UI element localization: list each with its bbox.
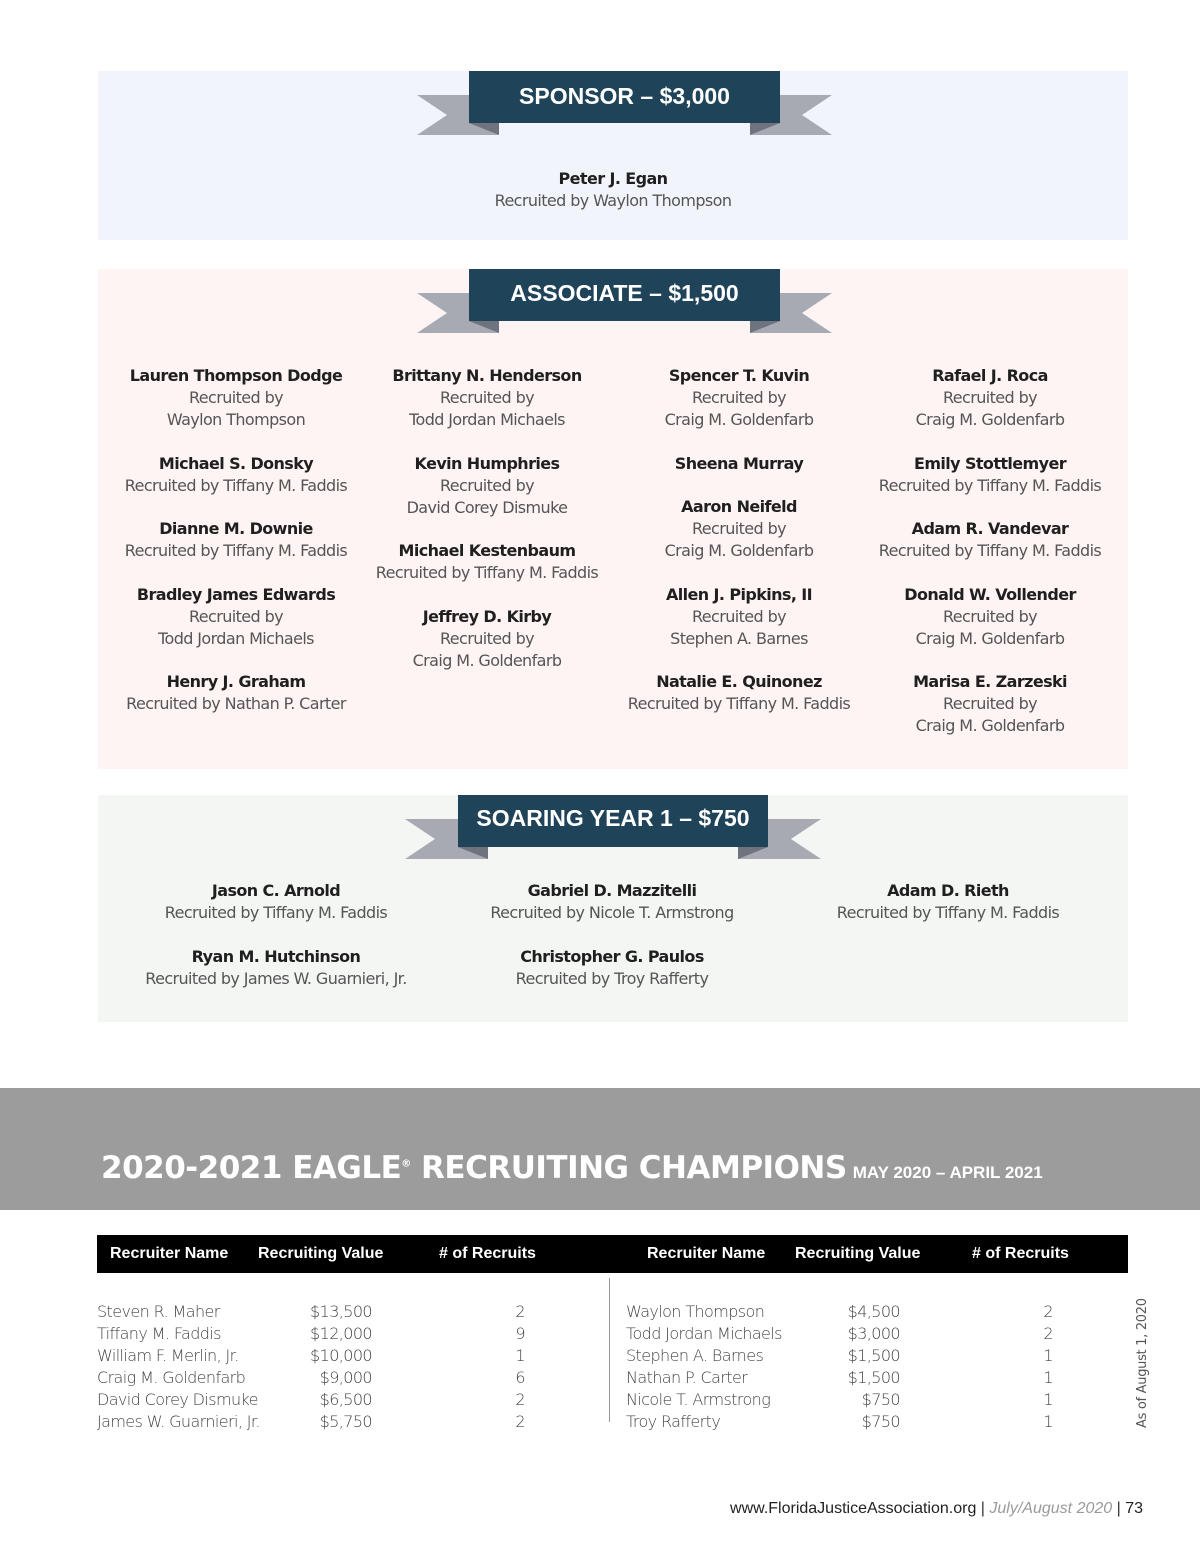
member-name: Aaron Neifeld	[681, 497, 797, 516]
member-recruiter: Recruited by Tiffany M. Faddis	[878, 541, 1102, 560]
member-name: Michael Kestenbaum	[398, 541, 576, 560]
member-recruiter: Todd Jordan Michaels	[409, 410, 565, 429]
row-recruits: 1	[515, 1346, 525, 1365]
member-recruiter: Recruited by	[943, 388, 1037, 407]
member-name: Michael S. Donsky	[158, 454, 314, 473]
member-name: Adam D. Rieth	[887, 881, 1009, 900]
associate-member	[860, 453, 1120, 497]
member-recruiter: Recruited by James W. Guarnieri, Jr.	[145, 969, 407, 988]
member-name: Rafael J. Roca	[932, 366, 1048, 385]
soaring-member	[462, 946, 762, 990]
member-recruiter: Recruited by	[440, 388, 534, 407]
associate-title: ASSOCIATE – $1,500	[510, 280, 739, 306]
registered-mark: ®	[401, 1158, 411, 1170]
member-recruiter: Recruited by	[692, 607, 786, 626]
soaring-banner	[405, 795, 821, 859]
row-name: James W. Guarnieri, Jr.	[97, 1412, 260, 1431]
row-name: Steven R. Maher	[97, 1302, 220, 1321]
member-name: Peter J. Egan	[558, 169, 668, 188]
row-name: Troy Rafferty	[626, 1412, 721, 1431]
member-recruiter: Recruited by	[440, 629, 534, 648]
page-footer	[730, 1500, 1143, 1518]
row-recruits: 2	[515, 1302, 525, 1321]
associate-member	[860, 671, 1120, 737]
member-recruiter: Recruited by Tiffany M. Faddis	[124, 541, 348, 560]
row-recruits: 1	[1043, 1390, 1053, 1409]
row-value: $9,000	[319, 1368, 372, 1387]
soaring-member	[126, 880, 426, 924]
member-name: Ryan M. Hutchinson	[191, 947, 361, 966]
member-recruiter: Craig M. Goldenfarb	[412, 651, 562, 670]
as-of-note: As of August 1, 2020	[1135, 1298, 1150, 1428]
member-recruiter: Recruited by Tiffany M. Faddis	[124, 476, 348, 495]
member-name: Adam R. Vandevar	[911, 519, 1069, 538]
header-recruiting-value: Recruiting Value	[795, 1245, 921, 1262]
row-name: David Corey Dismuke	[97, 1390, 258, 1409]
row-recruits: 2	[515, 1390, 525, 1409]
member-name: Gabriel D. Mazzitelli	[527, 881, 697, 900]
row-value: $10,000	[310, 1346, 372, 1365]
member-name: Brittany N. Henderson	[392, 366, 582, 385]
table-header	[97, 1235, 1128, 1273]
row-recruits: 6	[515, 1368, 525, 1387]
member-name: Donald W. Vollender	[904, 585, 1076, 604]
sponsor-banner	[417, 71, 832, 135]
member-recruiter: Craig M. Goldenfarb	[915, 410, 1065, 429]
soaring-member	[798, 880, 1098, 924]
member-name: Spencer T. Kuvin	[668, 366, 810, 385]
member-name: Jason C. Arnold	[211, 881, 341, 900]
member-recruiter: Craig M. Goldenfarb	[915, 629, 1065, 648]
member-recruiter: Craig M. Goldenfarb	[664, 410, 814, 429]
member-recruiter: David Corey Dismuke	[406, 498, 568, 517]
member-recruiter: Recruited by	[943, 607, 1037, 626]
row-name: Waylon Thompson	[626, 1302, 765, 1321]
row-name: Nathan P. Carter	[626, 1368, 748, 1387]
associate-member	[106, 584, 366, 650]
header-recruiter-name: Recruiter Name	[647, 1245, 766, 1262]
header-recruiting-value: Recruiting Value	[258, 1245, 384, 1262]
associate-member	[609, 584, 869, 650]
member-name: Marisa E. Zarzeski	[913, 672, 1067, 691]
associate-member	[860, 365, 1120, 431]
member-name: Allen J. Pipkins, II	[665, 585, 813, 604]
header-recruiter-name: Recruiter Name	[110, 1245, 229, 1262]
page-number: 73	[1125, 1500, 1143, 1517]
member-name: Bradley James Edwards	[136, 585, 336, 604]
member-recruiter: Recruited by Tiffany M. Faddis	[375, 563, 599, 582]
row-name: Stephen A. Barnes	[626, 1346, 764, 1365]
member-recruiter: Recruited by Tiffany M. Faddis	[627, 694, 851, 713]
associate-member	[106, 671, 366, 715]
row-value: $4,500	[847, 1302, 900, 1321]
row-value: $1,500	[847, 1368, 900, 1387]
soaring-title: SOARING YEAR 1 – $750	[476, 805, 750, 831]
row-value: $13,500	[310, 1302, 372, 1321]
member-recruiter: Recruited by Tiffany M. Faddis	[164, 903, 388, 922]
row-recruits: 9	[515, 1324, 525, 1343]
associate-member	[106, 365, 366, 431]
member-name: Jeffrey D. Kirby	[422, 607, 552, 626]
issue-date: July/August 2020	[989, 1500, 1113, 1517]
member-recruiter: Craig M. Goldenfarb	[664, 541, 814, 560]
row-value: $6,500	[319, 1390, 372, 1409]
row-recruits: 1	[1043, 1412, 1053, 1431]
row-value: $5,750	[319, 1412, 372, 1431]
associate-member	[609, 671, 869, 715]
member-recruiter: Recruited by	[692, 519, 786, 538]
row-value: $12,000	[310, 1324, 372, 1343]
member-recruiter: Recruited by Tiffany M. Faddis	[878, 476, 1102, 495]
associate-member	[609, 453, 869, 475]
website-link[interactable]: www.FloridaJusticeAssociation.org	[730, 1500, 977, 1517]
associate-member	[357, 540, 617, 584]
champions-date-range: MAY 2020 – APRIL 2021	[852, 1163, 1043, 1182]
member-recruiter: Todd Jordan Michaels	[158, 629, 314, 648]
member-recruiter: Recruited by	[440, 476, 534, 495]
sponsor-title: SPONSOR – $3,000	[519, 83, 730, 109]
associate-banner	[417, 269, 832, 333]
footer-separator: |	[976, 1500, 990, 1517]
associate-member	[609, 365, 869, 431]
member-name: Dianne M. Downie	[159, 519, 313, 538]
member-recruiter: Recruited by	[189, 388, 283, 407]
row-name: Todd Jordan Michaels	[626, 1324, 782, 1343]
row-recruits: 1	[1043, 1368, 1053, 1387]
soaring-member	[116, 946, 436, 990]
member-recruiter: Craig M. Goldenfarb	[915, 716, 1065, 735]
associate-member	[609, 496, 869, 562]
member-recruiter: Stephen A. Barnes	[670, 629, 808, 648]
member-recruiter: Recruited by Waylon Thompson	[494, 191, 732, 210]
row-name: Craig M. Goldenfarb	[97, 1368, 246, 1387]
member-name: Sheena Murray	[674, 454, 804, 473]
row-value: $3,000	[847, 1324, 900, 1343]
row-recruits: 2	[1043, 1302, 1053, 1321]
associate-member	[860, 584, 1120, 650]
member-name: Henry J. Graham	[166, 672, 306, 691]
champions-title	[101, 1150, 1043, 1186]
associate-member	[357, 453, 617, 519]
member-recruiter: Recruited by	[692, 388, 786, 407]
header-recruits: # of Recruits	[972, 1245, 1069, 1262]
row-name: William F. Merlin, Jr.	[97, 1346, 239, 1365]
champions-title-text: 2020-2021 EAGLE	[101, 1150, 402, 1186]
member-name: Christopher G. Paulos	[520, 947, 704, 966]
member-name: Natalie E. Quinonez	[656, 672, 822, 691]
header-recruits: # of Recruits	[439, 1245, 536, 1262]
row-value: $750	[861, 1412, 900, 1431]
champions-title-text: RECRUITING CHAMPIONS	[410, 1150, 847, 1186]
row-name: Nicole T. Armstrong	[626, 1390, 771, 1409]
member-recruiter: Recruited by Tiffany M. Faddis	[836, 903, 1060, 922]
row-recruits: 1	[1043, 1346, 1053, 1365]
table-divider	[609, 1278, 610, 1422]
associate-member	[106, 518, 366, 562]
row-name: Tiffany M. Faddis	[97, 1324, 221, 1343]
member-recruiter: Recruited by Nicole T. Armstrong	[490, 903, 734, 922]
member-recruiter: Recruited by Troy Rafferty	[515, 969, 709, 988]
soaring-member	[462, 880, 762, 924]
associate-member	[106, 453, 366, 497]
member-recruiter: Recruited by	[943, 694, 1037, 713]
row-value: $750	[861, 1390, 900, 1409]
footer-separator: |	[1112, 1500, 1126, 1517]
associate-member	[357, 365, 617, 431]
member-name: Emily Stottlemyer	[913, 454, 1066, 473]
champions-banner	[0, 1088, 1200, 1210]
member-name: Lauren Thompson Dodge	[129, 366, 343, 385]
row-recruits: 2	[1043, 1324, 1053, 1343]
associate-member	[357, 606, 617, 672]
member-recruiter: Recruited by	[189, 607, 283, 626]
associate-member	[860, 518, 1120, 562]
row-value: $1,500	[847, 1346, 900, 1365]
member-recruiter: Recruited by Nathan P. Carter	[126, 694, 346, 713]
row-recruits: 2	[515, 1412, 525, 1431]
sponsor-member	[413, 168, 813, 212]
member-recruiter: Waylon Thompson	[166, 410, 306, 429]
member-name: Kevin Humphries	[414, 454, 560, 473]
